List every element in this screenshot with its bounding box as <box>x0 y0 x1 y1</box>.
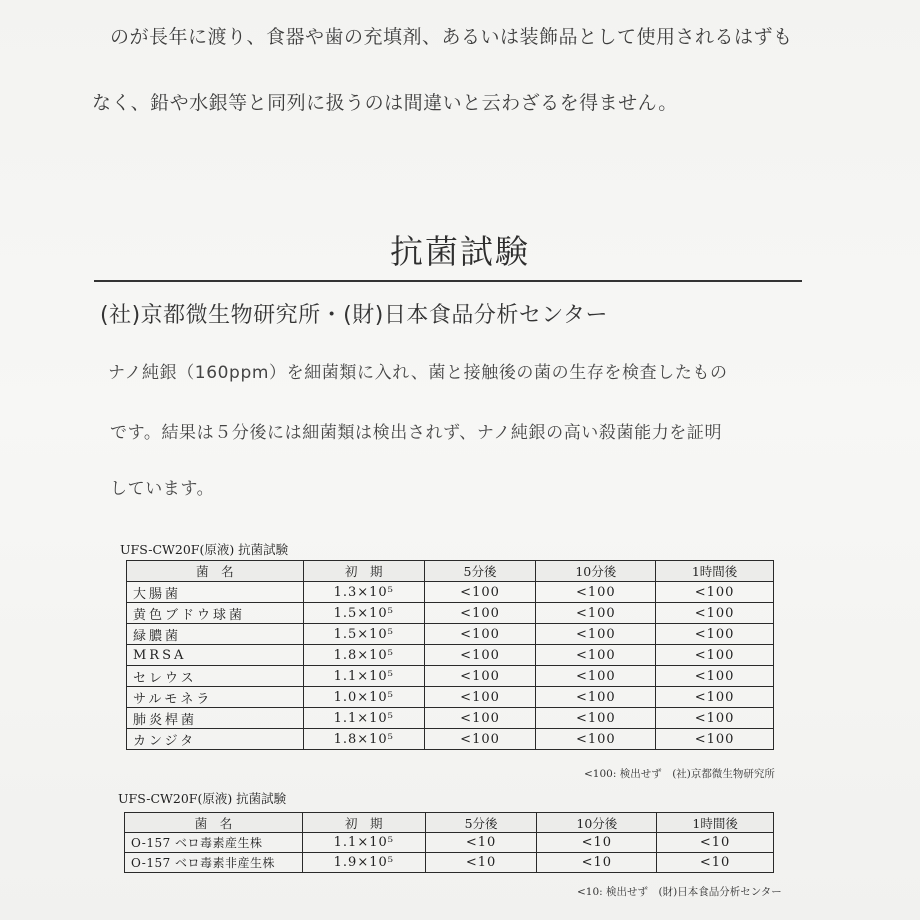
cell-initial: 1.1×10⁵ <box>302 833 425 853</box>
paragraph-line-1: ナノ純銀（160ppm）を細菌類に入れ、菌と接触後の菌の生存を検査したもの <box>108 363 728 383</box>
cell-10min: <100 <box>536 645 656 666</box>
cell-1hour: <100 <box>656 624 774 645</box>
cell-bacteria: セレウス <box>127 666 304 687</box>
cell-5min: <100 <box>424 729 536 750</box>
cell-initial: 1.8×10⁵ <box>303 645 424 666</box>
cell-initial: 1.9×10⁵ <box>302 853 425 873</box>
cell-10min: <100 <box>536 666 656 687</box>
cell-bacteria: 黄色ブドウ球菌 <box>127 603 304 624</box>
table-row <box>125 853 774 873</box>
cell-10min: <100 <box>536 624 656 645</box>
cell-10min: <100 <box>536 687 656 708</box>
cell-bacteria: O-157 ベロ毒素非産生株 <box>125 853 303 873</box>
cell-bacteria: 大腸菌 <box>127 582 304 603</box>
cell-5min: <100 <box>424 582 536 603</box>
header-5min: 5分後 <box>425 813 537 833</box>
cell-1hour: <100 <box>656 603 774 624</box>
table-row <box>127 624 774 645</box>
cell-initial: 1.0×10⁵ <box>303 687 424 708</box>
cell-5min: <100 <box>424 603 536 624</box>
cell-initial: 1.3×10⁵ <box>303 582 424 603</box>
header-initial: 初 期 <box>302 813 425 833</box>
header-bacteria: 菌 名 <box>127 561 304 582</box>
cell-1hour: <100 <box>656 645 774 666</box>
cell-initial: 1.5×10⁵ <box>303 603 424 624</box>
table-row <box>127 708 774 729</box>
cell-1hour: <10 <box>657 853 774 873</box>
cell-1hour: <100 <box>656 582 774 603</box>
table-header-row <box>125 813 774 833</box>
cell-5min: <100 <box>424 624 536 645</box>
cell-10min: <100 <box>536 729 656 750</box>
intro-line-2: なく、鉛や水銀等と同列に扱うのは間違いと云わざるを得ません。 <box>92 92 678 114</box>
table-row <box>127 582 774 603</box>
cell-5min: <100 <box>424 645 536 666</box>
cell-initial: 1.1×10⁵ <box>303 666 424 687</box>
header-10min: 10分後 <box>537 813 657 833</box>
header-initial: 初 期 <box>303 561 424 582</box>
cell-10min: <10 <box>537 833 657 853</box>
table2-caption: UFS-CW20F(原液) 抗菌試験 <box>118 791 287 806</box>
cell-initial: 1.1×10⁵ <box>303 708 424 729</box>
cell-10min: <10 <box>537 853 657 873</box>
header-1hour: 1時間後 <box>656 561 774 582</box>
table-row <box>127 645 774 666</box>
cell-5min: <100 <box>424 687 536 708</box>
table-row <box>127 666 774 687</box>
paragraph-line-3: しています。 <box>110 479 215 499</box>
header-1hour: 1時間後 <box>657 813 774 833</box>
table-row <box>127 603 774 624</box>
cell-bacteria: 肺炎桿菌 <box>127 708 304 729</box>
table-row <box>125 833 774 853</box>
table-row <box>127 729 774 750</box>
cell-bacteria: MRSA <box>127 645 304 666</box>
cell-1hour: <100 <box>656 729 774 750</box>
cell-5min: <10 <box>425 833 537 853</box>
header-10min: 10分後 <box>536 561 656 582</box>
title-divider <box>94 280 802 282</box>
antibacterial-table-2 <box>124 812 774 873</box>
cell-initial: 1.5×10⁵ <box>303 624 424 645</box>
paragraph-line-2: です。結果は５分後には細菌類は検出されず、ナノ純銀の高い殺菌能力を証明 <box>110 423 723 443</box>
cell-5min: <10 <box>425 853 537 873</box>
cell-5min: <100 <box>424 666 536 687</box>
intro-line-1: のが長年に渡り、食器や歯の充填剤、あるいは装飾品として使用されるはずも <box>110 26 793 48</box>
table1-note: <100: 検出せず (社)京都微生物研究所 <box>584 768 775 780</box>
cell-10min: <100 <box>536 582 656 603</box>
table2-note: <10: 検出せず (財)日本食品分析センター <box>577 886 782 898</box>
header-5min: 5分後 <box>424 561 536 582</box>
cell-10min: <100 <box>536 603 656 624</box>
organizations-heading: (社)京都微生物研究所・(財)日本食品分析センター <box>100 303 608 328</box>
cell-5min: <100 <box>424 708 536 729</box>
cell-bacteria: 緑膿菌 <box>127 624 304 645</box>
cell-1hour: <100 <box>656 687 774 708</box>
table-header-row <box>127 561 774 582</box>
cell-1hour: <100 <box>656 708 774 729</box>
cell-1hour: <100 <box>656 666 774 687</box>
table-row <box>127 687 774 708</box>
antibacterial-table-1 <box>126 560 774 750</box>
cell-bacteria: カンジタ <box>127 729 304 750</box>
section-title: 抗菌試験 <box>390 232 530 271</box>
cell-bacteria: サルモネラ <box>127 687 304 708</box>
table1-caption: UFS-CW20F(原液) 抗菌試験 <box>120 542 289 557</box>
cell-10min: <100 <box>536 708 656 729</box>
cell-initial: 1.8×10⁵ <box>303 729 424 750</box>
cell-1hour: <10 <box>657 833 774 853</box>
header-bacteria: 菌 名 <box>125 813 303 833</box>
cell-bacteria: O-157 ベロ毒素産生株 <box>125 833 303 853</box>
